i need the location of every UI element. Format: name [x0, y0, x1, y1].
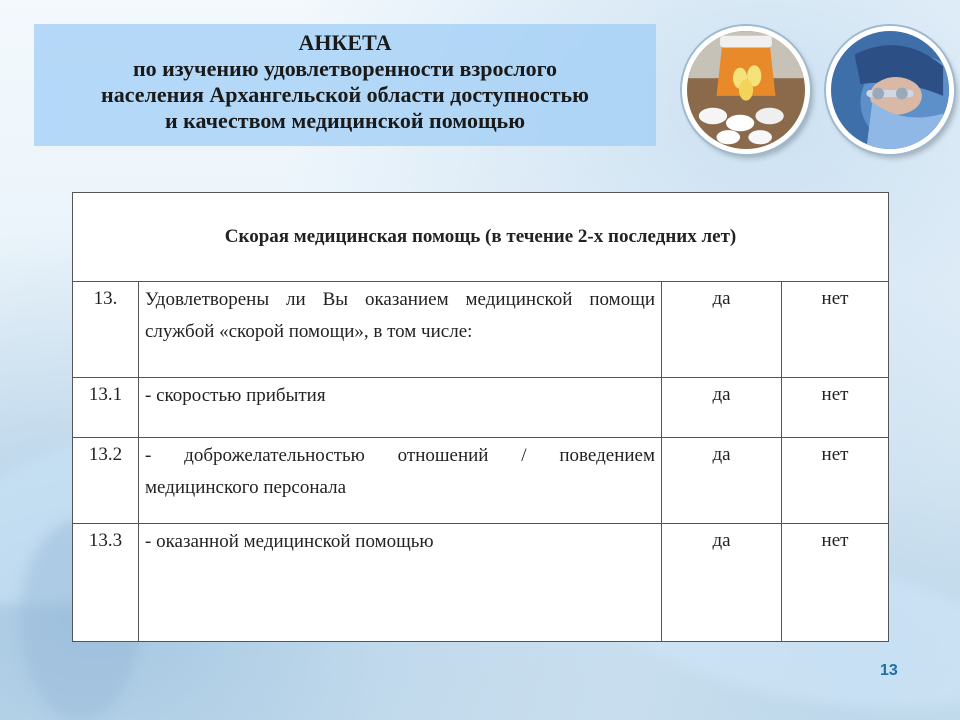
answer-yes[interactable]: да	[662, 524, 782, 642]
survey-table	[72, 192, 889, 642]
surgeon-image	[831, 31, 949, 149]
question-text: - оказанной медицинской помощью	[139, 524, 662, 642]
title-line-3: населения Архангельской области доступностью	[101, 82, 589, 107]
question-text: - доброжелательностью отношений / поведением медицинского персонала	[139, 438, 662, 524]
answer-no[interactable]: нет	[782, 438, 889, 524]
pills-photo	[682, 26, 810, 154]
question-number: 13.1	[73, 378, 139, 438]
answer-yes[interactable]: да	[662, 378, 782, 438]
pills-image	[687, 31, 805, 149]
table-row	[73, 378, 889, 438]
question-number: 13.2	[73, 438, 139, 524]
answer-no[interactable]: нет	[782, 378, 889, 438]
question-text: Удовлетворены ли Вы оказанием медицинской помощи службой «скорой помощи», в том числе:	[139, 282, 662, 378]
page-number: 13	[880, 662, 898, 679]
survey-table-container	[72, 192, 888, 642]
answer-no[interactable]: нет	[782, 524, 889, 642]
title-line-1: АНКЕТА	[298, 30, 392, 55]
title-line-2: по изучению удовлетворенности взрослого	[132, 56, 558, 81]
slide-title	[34, 24, 656, 146]
section-header: Скорая медицинская помощь (в течение 2-х последних лет)	[73, 193, 889, 282]
surgeon-photo	[826, 26, 954, 154]
answer-yes[interactable]: да	[662, 282, 782, 378]
answer-no[interactable]: нет	[782, 282, 889, 378]
question-text: - скоростью прибытия	[139, 378, 662, 438]
question-number: 13.3	[73, 524, 139, 642]
title-line-4: и качеством медицинской помощью	[164, 108, 526, 133]
table-section-row	[73, 193, 889, 282]
answer-yes[interactable]: да	[662, 438, 782, 524]
table-row	[73, 282, 889, 378]
question-number: 13.	[73, 282, 139, 378]
table-row	[73, 438, 889, 524]
table-row	[73, 524, 889, 642]
